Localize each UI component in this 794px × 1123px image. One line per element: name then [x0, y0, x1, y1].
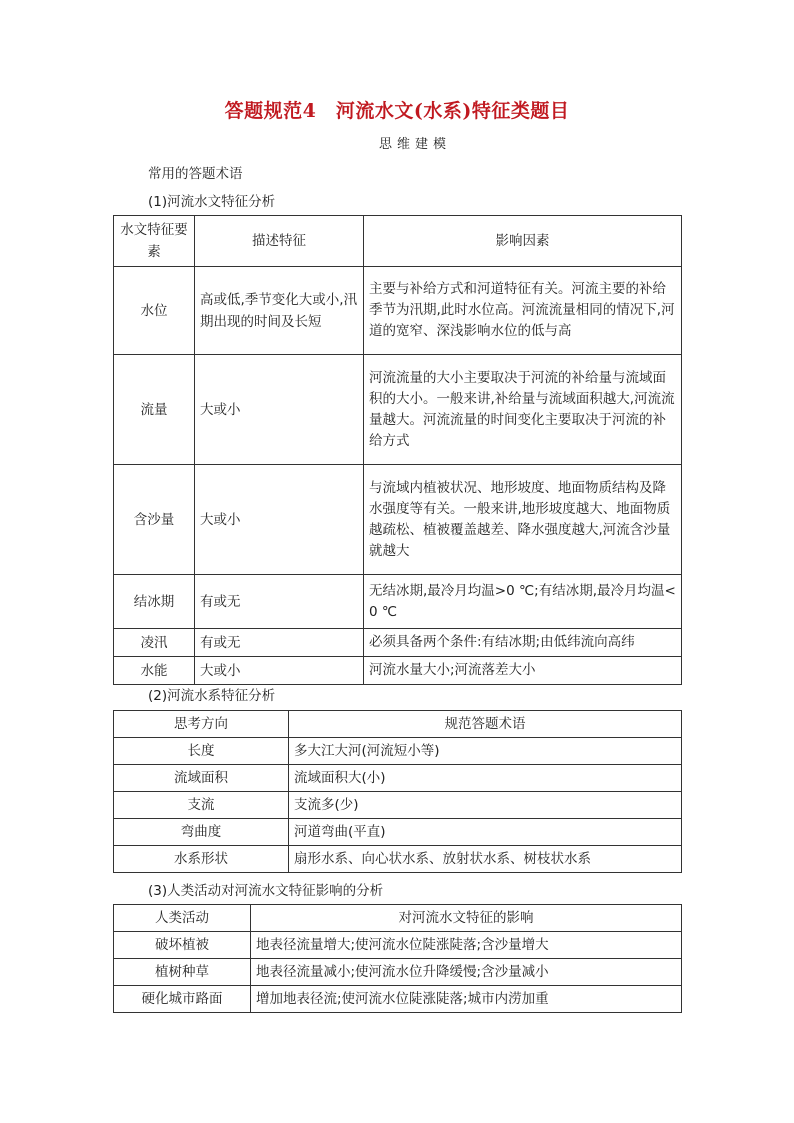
table-row: [114, 465, 682, 575]
table-row: [114, 575, 682, 629]
impact-cell: 地表径流量增大;使河流水位陡涨陡落;含沙量增大: [251, 932, 682, 959]
description-cell: 有或无: [195, 629, 364, 657]
hydrology-features-table: [113, 215, 682, 685]
table-row: [114, 986, 682, 1013]
aspect-cell: 流域面积: [114, 765, 289, 792]
table-header-row: [114, 905, 682, 932]
factors-cell: 河流流量的大小主要取决于河流的补给量与流域面积的大小。一般来讲,补给量与流域面积越大,河流流量越大。河流流量的时间变化主要取决于河流的补给方式: [364, 355, 682, 465]
activity-cell: 破坏植被: [114, 932, 251, 959]
table-row: [114, 819, 682, 846]
table-row: [114, 792, 682, 819]
human-activity-table: [113, 904, 682, 1013]
description-cell: 高或低,季节变化大或小,汛期出现的时间及长短: [195, 267, 364, 355]
description-cell: 有或无: [195, 575, 364, 629]
activity-cell: 硬化城市路面: [114, 986, 251, 1013]
element-cell: 流量: [114, 355, 195, 465]
section3-heading: (3)人类活动对河流水文特征影响的分析: [148, 883, 384, 899]
factors-cell: 与流域内植被状况、地形坡度、地面物质结构及降水强度等有关。一般来讲,地形坡度越大、地面物质越疏松、植被覆盖越差、降水强度越大,河流含沙量就越大: [364, 465, 682, 575]
header-cell: 思考方向: [114, 711, 289, 738]
table-row: [114, 657, 682, 685]
section-subtitle: 思维建模: [378, 137, 451, 152]
table-row: [114, 959, 682, 986]
table-row: [114, 846, 682, 873]
element-cell: 含沙量: [114, 465, 195, 575]
term-cell: 流域面积大(小): [289, 765, 682, 792]
section1-heading: (1)河流水文特征分析: [148, 194, 276, 210]
element-cell: 结冰期: [114, 575, 195, 629]
table-header-row: [114, 711, 682, 738]
factors-cell: 主要与补给方式和河道特征有关。河流主要的补给季节为汛期,此时水位高。河流流量相同的情况下,河道的宽窄、深浅影响水位的低与高: [364, 267, 682, 355]
header-cell: 描述特征: [195, 216, 364, 267]
term-cell: 多大江大河(河流短小等): [289, 738, 682, 765]
aspect-cell: 弯曲度: [114, 819, 289, 846]
description-cell: 大或小: [195, 657, 364, 685]
table-row: [114, 267, 682, 355]
factors-cell: 无结冰期,最冷月均温>0 ℃;有结冰期,最冷月均温<0 ℃: [364, 575, 682, 629]
table-row: [114, 355, 682, 465]
element-cell: 凌汛: [114, 629, 195, 657]
header-cell: 人类活动: [114, 905, 251, 932]
factors-cell: 必须具备两个条件:有结冰期;由低纬流向高纬: [364, 629, 682, 657]
aspect-cell: 支流: [114, 792, 289, 819]
element-cell: 水能: [114, 657, 195, 685]
activity-cell: 植树种草: [114, 959, 251, 986]
aspect-cell: 长度: [114, 738, 289, 765]
term-cell: 河道弯曲(平直): [289, 819, 682, 846]
header-cell: 规范答题术语: [289, 711, 682, 738]
factors-cell: 河流水量大小;河流落差大小: [364, 657, 682, 685]
description-cell: 大或小: [195, 465, 364, 575]
impact-cell: 地表径流量减小;使河流水位升降缓慢;含沙量减小: [251, 959, 682, 986]
header-cell: 对河流水文特征的影响: [251, 905, 682, 932]
description-cell: 大或小: [195, 355, 364, 465]
table-row: [114, 629, 682, 657]
impact-cell: 增加地表径流;使河流水位陡涨陡落;城市内涝加重: [251, 986, 682, 1013]
page-title: 答题规范4 河流水文(水系)特征类题目: [224, 100, 570, 122]
element-cell: 水位: [114, 267, 195, 355]
section2-heading: (2)河流水系特征分析: [148, 688, 276, 704]
table-row: [114, 765, 682, 792]
table-row: [114, 932, 682, 959]
header-cell: 影响因素: [364, 216, 682, 267]
term-cell: 支流多(少): [289, 792, 682, 819]
intro-label: 常用的答题术语: [148, 166, 243, 182]
term-cell: 扇形水系、向心状水系、放射状水系、树枝状水系: [289, 846, 682, 873]
header-cell: 水文特征要素: [114, 216, 195, 267]
aspect-cell: 水系形状: [114, 846, 289, 873]
table-row: [114, 738, 682, 765]
table-header-row: [114, 216, 682, 267]
river-system-table: [113, 710, 682, 873]
